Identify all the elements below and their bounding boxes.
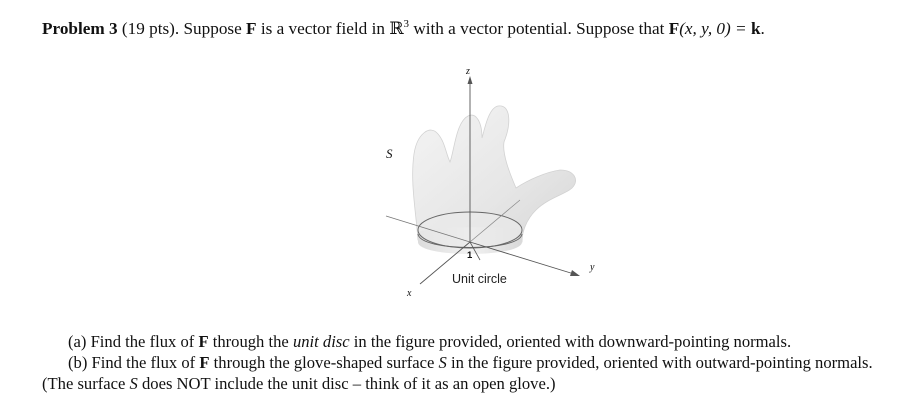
statement-text-2: is a vector field in (260, 19, 385, 38)
statement-text-1: Suppose (183, 19, 242, 38)
glove-surface-figure (370, 62, 610, 312)
space-symbol: ℝ$^3$ (389, 18, 410, 38)
condition-value: k (750, 19, 761, 38)
surface-label: S (386, 146, 393, 161)
radius-label: 1 (467, 250, 473, 261)
problem-points: (19 pts). (121, 19, 180, 38)
z-axis-label: z (466, 66, 470, 77)
part-b-text-1: (b) Find the flux of (68, 353, 196, 372)
y-axis-label: y (590, 262, 595, 273)
space-exponent: 3 (403, 18, 410, 30)
z-axis-arrow (468, 76, 473, 84)
part-a-emphasis: unit disc (292, 332, 350, 351)
x-axis-label: x (407, 288, 412, 299)
part-b-field-symbol: F (199, 353, 210, 372)
condition-field-symbol: F (668, 19, 680, 38)
problem-title: Problem 3 (42, 19, 118, 38)
condition-end: . (760, 19, 765, 38)
surface-note (42, 373, 873, 394)
part-a (42, 331, 873, 352)
part-b-text-3: in the figure provided, oriented with outward-pointing normals. (450, 353, 873, 372)
note-surface-symbol: S (129, 374, 138, 393)
note-text-2: does NOT include the unit disc – think of it as an open glove.) (141, 374, 556, 393)
part-a-text-3: in the figure provided, oriented with downward-pointing normals. (353, 332, 792, 351)
part-b (42, 352, 873, 373)
statement-text-3: with a vector potential. Suppose that (413, 19, 665, 38)
problem-parts (42, 331, 873, 394)
part-a-text-2: through the (212, 332, 289, 351)
note-text-1: (The surface (42, 374, 126, 393)
y-axis-front (470, 242, 574, 274)
field-symbol: F (246, 19, 257, 38)
y-axis-arrow (570, 270, 580, 276)
unit-circle-caption: Unit circle (452, 272, 507, 286)
part-a-field-symbol: F (198, 332, 209, 351)
condition-args: (x, y, 0) = (679, 19, 747, 38)
part-b-surface-symbol: S (438, 353, 447, 372)
part-a-text-1: (a) Find the flux of (68, 332, 195, 351)
problem-statement (42, 18, 765, 40)
part-b-text-2: through the glove-shaped surface (213, 353, 435, 372)
